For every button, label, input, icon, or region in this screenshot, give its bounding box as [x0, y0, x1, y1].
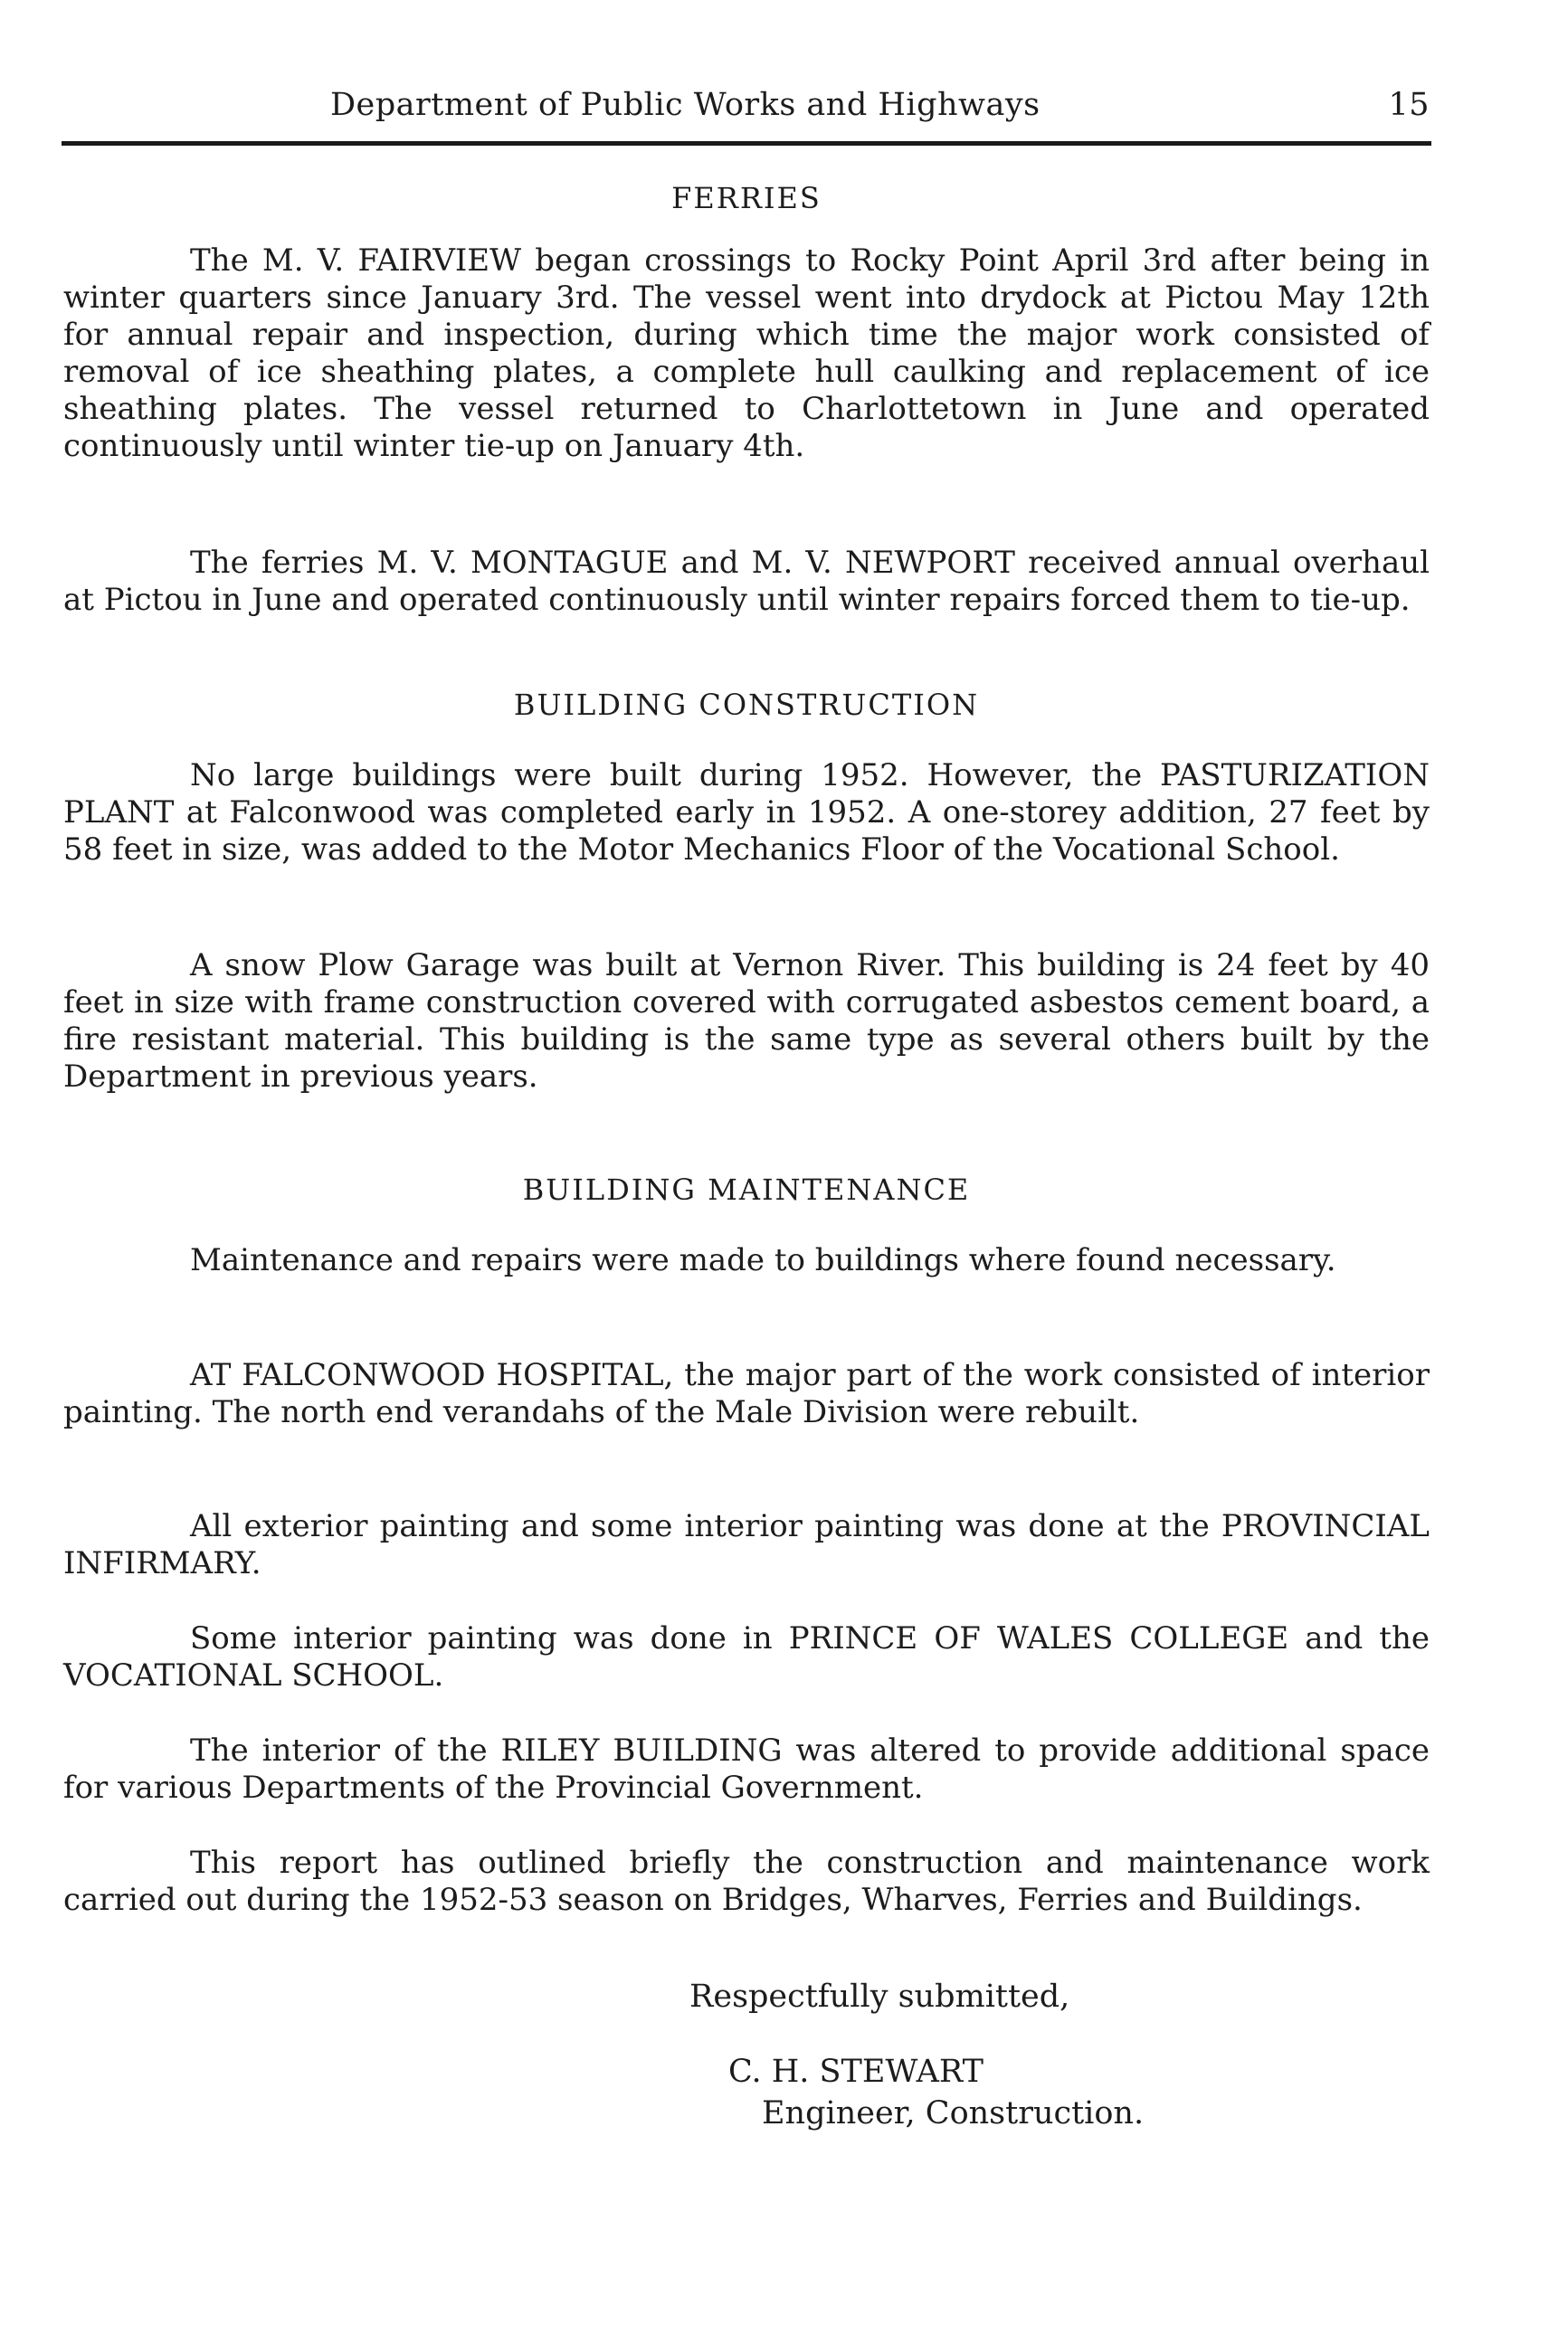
- paragraph: All exterior painting and some interior painting was done at the PROVINCIAL INFIRMARY.: [63, 1508, 1430, 1581]
- paragraph: Maintenance and repairs were made to buildings where found necessary.: [190, 1242, 1336, 1278]
- signature-title: Engineer, Construction.: [762, 2095, 1145, 2131]
- header-rule: [62, 141, 1431, 146]
- paragraph: The ferries M. V. MONTAGUE and M. V. NEWPORT received annual overhaul at Pictou in June and operated continuously until winter repairs forced them to tie-up.: [63, 545, 1430, 618]
- paragraph: The M. V. FAIRVIEW began crossings to Rocky Point April 3rd after being in winter quarters since January 3rd. The vessel went into drydock at Pictou May 12th for annual repair and inspection, during which time the major work consisted of removal of ice sheathing plates, a complete hull caulking and replacement of ice sheathing plates. The vessel returned to Charlottetown in June and operated continuously until winter tie-up on January 4th.: [63, 242, 1430, 464]
- section-heading-ferries: FERRIES: [671, 181, 822, 215]
- signature-closing: Respectfully submitted,: [689, 1979, 1070, 2015]
- page-number: 15: [1388, 87, 1430, 123]
- signature-name: C. H. STEWART: [728, 2054, 984, 2090]
- section-heading-building-construction: BUILDING CONSTRUCTION: [513, 688, 980, 722]
- running-head: [63, 78, 1430, 132]
- paragraph: Some interior painting was done in PRINCE OF WALES COLLEGE and the VOCATIONAL SCHOOL.: [63, 1620, 1430, 1694]
- paragraph: A snow Plow Garage was built at Vernon River. This building is 24 feet by 40 feet in size with frame construction covered with corrugated asbestos cement board, a fire resistant material. This building is the same type as several others built by the Department in previous years.: [63, 947, 1430, 1095]
- section-heading-building-maintenance: BUILDING MAINTENANCE: [522, 1172, 971, 1207]
- running-head-title: Department of Public Works and Highways: [330, 87, 1041, 123]
- paragraph: No large buildings were built during 1952. However, the PASTURIZATION PLANT at Falconwood was completed early in 1952. A one-storey addition, 27 feet by 58 feet in size, was added to the Motor Mechanics Floor of the Vocational School.: [63, 757, 1430, 868]
- paragraph: AT FALCONWOOD HOSPITAL, the major part of the work consisted of interior painting. The north end verandahs of the Male Division were rebuilt.: [63, 1357, 1430, 1430]
- paragraph: The interior of the RILEY BUILDING was altered to provide additional space for various Departments of the Provincial Government.: [63, 1733, 1430, 1806]
- paragraph: This report has outlined briefly the construction and maintenance work carried out during the 1952-53 season on Bridges, Wharves, Ferries and Buildings.: [63, 1845, 1430, 1918]
